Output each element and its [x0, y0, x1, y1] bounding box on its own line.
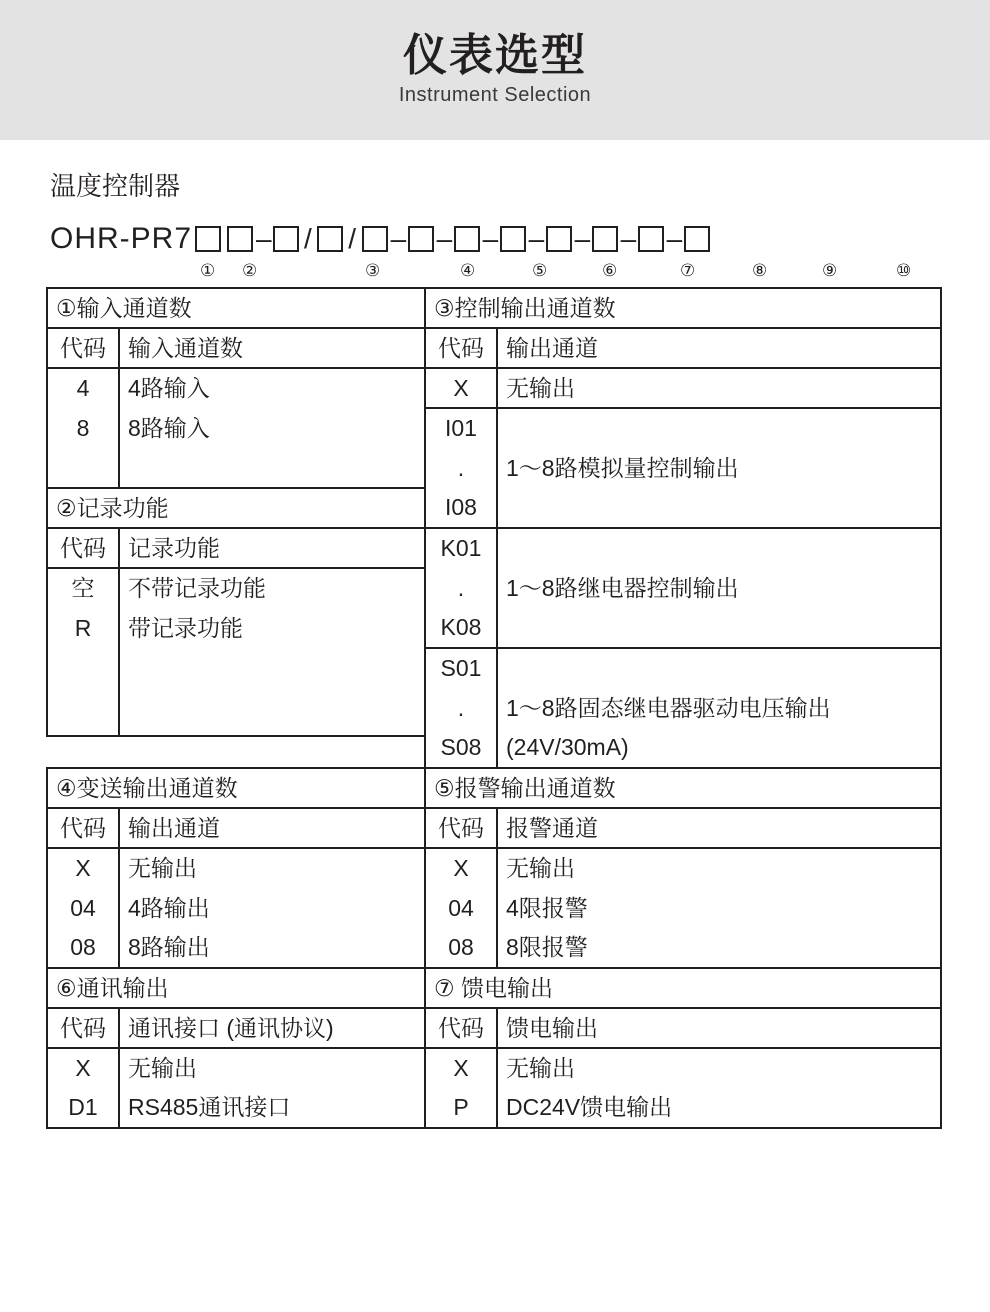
table-row: [47, 648, 425, 736]
table-row: [425, 928, 941, 968]
col-header-desc: 馈电输出: [497, 1008, 941, 1048]
section-7-title: ⑦ 馈电输出: [425, 968, 941, 1008]
marker-2: ②: [242, 261, 258, 280]
model-prefix: OHR-PR7: [50, 222, 193, 255]
banner-subtitle: Instrument Selection: [398, 83, 592, 106]
cell-desc: 4限报警: [497, 888, 941, 928]
model-slash-1: /: [304, 223, 313, 254]
table-control-output: [424, 287, 942, 769]
cell-code: 4: [47, 368, 119, 408]
cell-code: R: [47, 608, 119, 648]
spec-col-right-top: [424, 287, 942, 769]
table-row: [47, 888, 425, 928]
model-box-2: [227, 226, 253, 252]
col-header-desc: 记录功能: [119, 528, 425, 568]
spec-col-right-mid: [424, 767, 942, 969]
model-box-10: [684, 226, 710, 252]
cell-desc: 8路输出: [119, 928, 425, 968]
marker-7: ⑦: [680, 261, 696, 280]
cell-code: K01: [425, 528, 497, 568]
model-dash-6: –: [574, 223, 591, 254]
table-transmit-output: [46, 767, 426, 969]
table-row: [47, 328, 425, 368]
table-row: [425, 648, 941, 688]
col-header-code: 代码: [425, 1008, 497, 1048]
spec-col-left-bot: [46, 967, 426, 1129]
table-communication-output: [46, 967, 426, 1129]
table-row: [47, 488, 425, 528]
model-dash-3: –: [436, 223, 453, 254]
marker-4: ④: [460, 261, 476, 280]
cell-code: X: [425, 848, 497, 888]
cell-code: I01: [425, 408, 497, 448]
cell-desc: 带记录功能: [119, 608, 425, 648]
cell-desc: 1～8路固态继电器驱动电压输出: [497, 688, 941, 728]
col-header-desc: 输入通道数: [119, 328, 425, 368]
table-row: [47, 808, 425, 848]
cell-desc: 8路输入: [119, 408, 425, 448]
cell-desc: 无输出: [497, 368, 941, 408]
cell-code: S01: [425, 648, 497, 688]
model-dash-2: –: [390, 223, 407, 254]
section-4-title: ④变送输出通道数: [47, 768, 425, 808]
table-row: [47, 928, 425, 968]
cell-desc: 1～8路继电器控制输出: [497, 528, 941, 648]
model-dash-1: –: [256, 223, 273, 254]
table-row: [47, 448, 425, 488]
cell-code: X: [47, 848, 119, 888]
table-row: [425, 728, 941, 768]
model-box-8: [592, 226, 618, 252]
col-header-desc: 通讯接口 (通讯协议): [119, 1008, 425, 1048]
cell-code: 04: [425, 888, 497, 928]
table-row: [47, 408, 425, 448]
table-row: [425, 528, 941, 568]
table-row: [425, 328, 941, 368]
col-header-desc: 输出通道: [119, 808, 425, 848]
cell-code: D1: [47, 1088, 119, 1128]
model-dash-5: –: [528, 223, 545, 254]
section-6-title: ⑥通讯输出: [47, 968, 425, 1008]
model-box-7: [546, 226, 572, 252]
table-row: [47, 1088, 425, 1128]
model-dash-8: –: [666, 223, 683, 254]
table-row: [47, 1008, 425, 1048]
table-row: [47, 368, 425, 408]
table-power-supply-output: [424, 967, 942, 1129]
section-2-title: ②记录功能: [47, 488, 425, 528]
spec-grid-middle: [46, 767, 944, 969]
table-row: [425, 808, 941, 848]
col-header-code: 代码: [47, 1008, 119, 1048]
table-row: [425, 1088, 941, 1128]
marker-5: ⑤: [532, 261, 548, 280]
col-header-code: 代码: [425, 808, 497, 848]
page-banner: [0, 0, 990, 140]
cell-desc: 4路输出: [119, 888, 425, 928]
table-row: [47, 1048, 425, 1088]
table-row: [47, 848, 425, 888]
model-box-9: [638, 226, 664, 252]
cell-code: X: [47, 1048, 119, 1088]
spec-col-right-bot: [424, 967, 942, 1129]
cell-code: X: [425, 1048, 497, 1088]
model-dash-4: –: [482, 223, 499, 254]
table-row: [425, 368, 941, 408]
cell-desc: 无输出: [497, 848, 941, 888]
table-row: [47, 528, 425, 568]
table-row: [425, 1048, 941, 1088]
cell-spacer: [119, 448, 425, 488]
table-alarm-output: [424, 767, 942, 969]
table-row: [425, 968, 941, 1008]
cell-code: K08: [425, 608, 497, 648]
col-header-desc: 输出通道: [497, 328, 941, 368]
table-row: [425, 768, 941, 808]
model-box-3a: [273, 226, 299, 252]
cell-code: 08: [47, 928, 119, 968]
col-header-desc: 报警通道: [497, 808, 941, 848]
model-box-4: [408, 226, 434, 252]
col-header-code: 代码: [47, 528, 119, 568]
table-row: [425, 848, 941, 888]
table-row: [425, 688, 941, 728]
cell-code: .: [425, 568, 497, 608]
cell-desc: 无输出: [497, 1048, 941, 1088]
table-row: [47, 768, 425, 808]
col-header-code: 代码: [47, 328, 119, 368]
cell-desc: (24V/30mA): [497, 728, 941, 768]
table-row: [47, 568, 425, 608]
cell-spacer: [47, 648, 119, 736]
section-1-title: ①输入通道数: [47, 288, 425, 328]
table-input-channels: [46, 287, 426, 489]
cell-spacer: [497, 648, 941, 688]
table-row: [425, 888, 941, 928]
marker-10: ⑩: [896, 261, 912, 280]
cell-code: P: [425, 1088, 497, 1128]
table-row: [425, 408, 941, 448]
cell-code: 8: [47, 408, 119, 448]
spec-grid-bottom: [46, 967, 944, 1129]
model-box-1: [195, 226, 221, 252]
cell-desc: 8限报警: [497, 928, 941, 968]
cell-desc: DC24V馈电输出: [497, 1088, 941, 1128]
cell-desc: 1～8路模拟量控制输出: [497, 408, 941, 528]
section-5-title: ⑤报警输出通道数: [425, 768, 941, 808]
cell-desc: 4路输入: [119, 368, 425, 408]
spec-col-left-mid: [46, 767, 426, 969]
cell-code: .: [425, 688, 497, 728]
cell-desc: RS485通讯接口: [119, 1088, 425, 1128]
table-row: [47, 608, 425, 648]
spec-col-left-top: [46, 287, 426, 769]
spec-grid-top: [46, 287, 944, 769]
table-row: [47, 968, 425, 1008]
model-slash-2: /: [348, 223, 357, 254]
cell-code: 空: [47, 568, 119, 608]
col-header-code: 代码: [425, 328, 497, 368]
model-markers-row: [50, 261, 944, 287]
cell-spacer: [47, 448, 119, 488]
model-box-6: [500, 226, 526, 252]
cell-code: I08: [425, 488, 497, 528]
model-box-3c: [362, 226, 388, 252]
col-header-code: 代码: [47, 808, 119, 848]
table-record-function: [46, 487, 426, 737]
section-3-title: ③控制输出通道数: [425, 288, 941, 328]
marker-9: ⑨: [822, 261, 838, 280]
page-content: [0, 140, 990, 1129]
marker-1: ①: [200, 261, 216, 280]
banner-title: 仪表选型: [403, 31, 587, 81]
cell-code: X: [425, 368, 497, 408]
product-name: 温度控制器: [50, 171, 181, 201]
cell-desc: 不带记录功能: [119, 568, 425, 608]
marker-8: ⑧: [752, 261, 768, 280]
marker-3: ③: [365, 261, 381, 280]
cell-desc: 无输出: [119, 1048, 425, 1088]
table-row: [47, 288, 425, 328]
model-dash-7: –: [620, 223, 637, 254]
marker-6: ⑥: [602, 261, 618, 280]
cell-spacer: [119, 648, 425, 736]
cell-code: 04: [47, 888, 119, 928]
cell-code: S08: [425, 728, 497, 768]
cell-code: 08: [425, 928, 497, 968]
cell-desc: 无输出: [119, 848, 425, 888]
cell-code: .: [425, 448, 497, 488]
model-code-line: [50, 217, 944, 261]
model-box-5: [454, 226, 480, 252]
model-box-3b: [317, 226, 343, 252]
table-row: [425, 1008, 941, 1048]
table-row: [425, 288, 941, 328]
